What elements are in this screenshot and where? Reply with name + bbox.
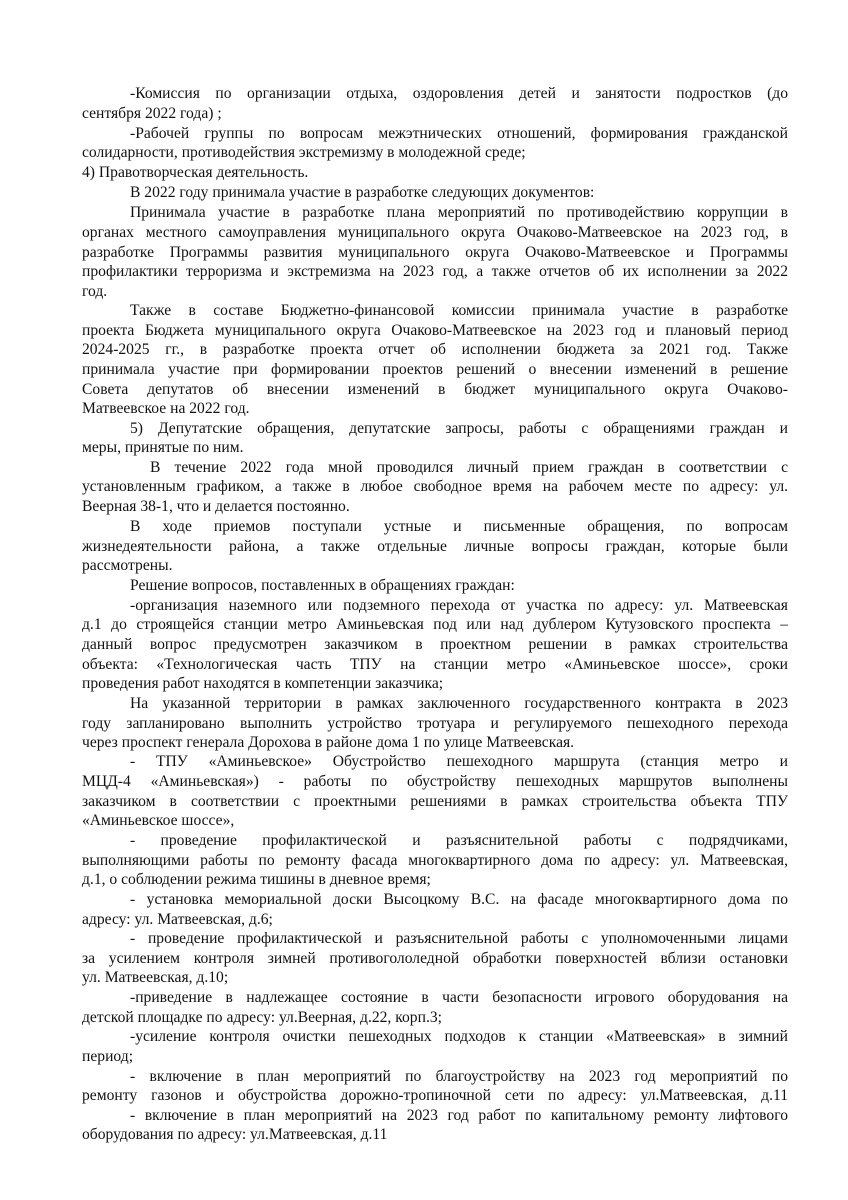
text-line: сентября 2022 года) ; bbox=[82, 105, 222, 122]
text-line: В 2022 году принимала участие в разработке следующих документов: bbox=[130, 184, 595, 201]
text-line: ремонту газонов и обустройства дорожно-тропиночной сети по адресу: ул.Матвеевская, д.11 bbox=[82, 1087, 788, 1104]
text-line: д.1, о соблюдении режима тишины в дневное время; bbox=[82, 871, 431, 888]
section-heading: 4) Правотворческая деятельность. bbox=[82, 164, 309, 181]
text-line: через проспект генерала Дорохова в районе дома 1 по улице Матвеевская. bbox=[82, 734, 575, 751]
text-line: ул. Матвеевская, д.10; bbox=[82, 969, 229, 986]
text-line: МЦД-4 «Аминьевская») - работы по обустройству пешеходных маршрутов выполнены bbox=[82, 773, 788, 790]
text-line: профилактики терроризма и экстремизма на 2023 год, а также отчетов об их исполнении за 2022 bbox=[82, 263, 788, 280]
text-line: жизнедеятельности района, а также отдельные личные вопросы граждан, которые были bbox=[82, 538, 788, 555]
text-line: -Комиссия по организации отдыха, оздоровления детей и занятости подростков (до bbox=[130, 85, 788, 102]
text-line: солидарности, противодействия экстремизму в молодежной среде; bbox=[82, 144, 526, 161]
text-line: Матвеевское на 2022 год. bbox=[82, 400, 250, 417]
text-line: год. bbox=[82, 283, 108, 300]
text-line: период; bbox=[82, 1048, 134, 1065]
text-line: Также в составе Бюджетно-финансовой комиссии принимала участие в разработке bbox=[130, 302, 788, 319]
text-line: разработке Программы развития муниципального округа Очаково-Матвеевское и Программы bbox=[82, 244, 788, 261]
text-line: Решение вопросов, поставленных в обращениях граждан: bbox=[130, 577, 515, 594]
text-line: -Рабочей группы по вопросам межэтнических отношений, формирования гражданской bbox=[130, 125, 788, 142]
text-line: детской площадке по адресу: ул.Веерная, д.22, корп.3; bbox=[82, 1009, 442, 1026]
text-line: проведения работ находятся в компетенции заказчика; bbox=[82, 675, 444, 692]
list-item: - проведение профилактической и разъяснительной работы с уполномоченными лицами bbox=[130, 930, 788, 947]
list-item: - включение в план мероприятий по благоустройству на 2023 год мероприятий по bbox=[130, 1068, 788, 1085]
text-line: органах местного самоуправления муниципального округа Очаково-Матвеевское на 2023 год, в bbox=[82, 224, 788, 241]
text-line: рассмотрены. bbox=[82, 557, 173, 574]
text-line: Совета депутатов об внесении изменений в бюджет муниципального округа Очаково- bbox=[82, 381, 788, 398]
text-line: году запланировано выполнить устройство тротуара и регулируемого пешеходного перехода bbox=[82, 715, 788, 732]
text-line: заказчиком в соответствии с проектными решениями в рамках строительства объекта ТПУ bbox=[82, 793, 788, 810]
text-line: принимала участие при формировании проектов решений о внесении изменений в решение bbox=[82, 361, 788, 378]
list-item: - проведение профилактической и разъяснительной работы с подрядчиками, bbox=[130, 832, 788, 849]
text-line: установленным графиком, а также в любое свободное время на рабочем месте по адресу: ул. bbox=[82, 478, 788, 495]
text-line: На указанной территории в рамках заключенного государственного контракта в 2023 bbox=[130, 695, 788, 712]
text-line: данный вопрос предусмотрен заказчиком в проектном решении в рамках строительства bbox=[82, 636, 788, 653]
list-item: -приведение в надлежащее состояние в части безопасности игрового оборудования на bbox=[130, 989, 788, 1006]
text-line: проекта Бюджета муниципального округа Очаково-Матвеевское на 2023 год и плановый период bbox=[82, 322, 788, 339]
list-item: - включение в план мероприятий на 2023 год работ по капитальному ремонту лифтового bbox=[130, 1107, 788, 1124]
text-line: меры, принятые по ним. bbox=[82, 439, 244, 456]
list-item: - ТПУ «Аминьевское» Обустройство пешеходного маршрута (станция метро и bbox=[130, 753, 788, 770]
text-line: объекта: «Технологическая часть ТПУ на станции метро «Аминьевское шоссе», сроки bbox=[82, 656, 788, 673]
text-line: адресу: ул. Матвеевская, д.6; bbox=[82, 911, 273, 928]
text-line: Веерная 38-1, что и делается постоянно. bbox=[82, 498, 350, 515]
text-line: за усилением контроля зимней противогололедной обработки поверхностей вблизи остановки bbox=[82, 950, 788, 967]
text-line: выполняющими работы по ремонту фасада многоквартирного дома по адресу: ул. Матвеевская, bbox=[82, 852, 788, 869]
text-line: В ходе приемов поступали устные и письменные обращения, по вопросам bbox=[130, 518, 788, 535]
list-item: -организация наземного или подземного перехода от участка по адресу: ул. Матвеевская bbox=[130, 597, 788, 614]
text-line: д.1 до строящейся станции метро Аминьевская под или над дублером Кутузовского проспекта – bbox=[82, 616, 788, 633]
text-line: В течение 2022 года мной проводился личный прием граждан в соответствии с bbox=[150, 459, 788, 476]
text-line: Принимала участие в разработке плана мероприятий по противодействию коррупции в bbox=[130, 204, 788, 221]
list-item: - установка мемориальной доски Высоцкому В.С. на фасаде многоквартирного дома по bbox=[130, 891, 788, 908]
list-item: -усиление контроля очистки пешеходных подходов к станции «Матвеевская» в зимний bbox=[130, 1028, 788, 1045]
section-heading: 5) Депутатские обращения, депутатские запросы, работы с обращениями граждан и bbox=[130, 420, 788, 437]
text-line: оборудования по адресу: ул.Матвеевская, д.11 bbox=[82, 1126, 388, 1143]
text-line: 2024-2025 гг., в разработке проекта отчет об исполнении бюджета за 2021 год. Также bbox=[82, 341, 788, 358]
text-line: «Аминьевское шоссе», bbox=[82, 812, 235, 829]
